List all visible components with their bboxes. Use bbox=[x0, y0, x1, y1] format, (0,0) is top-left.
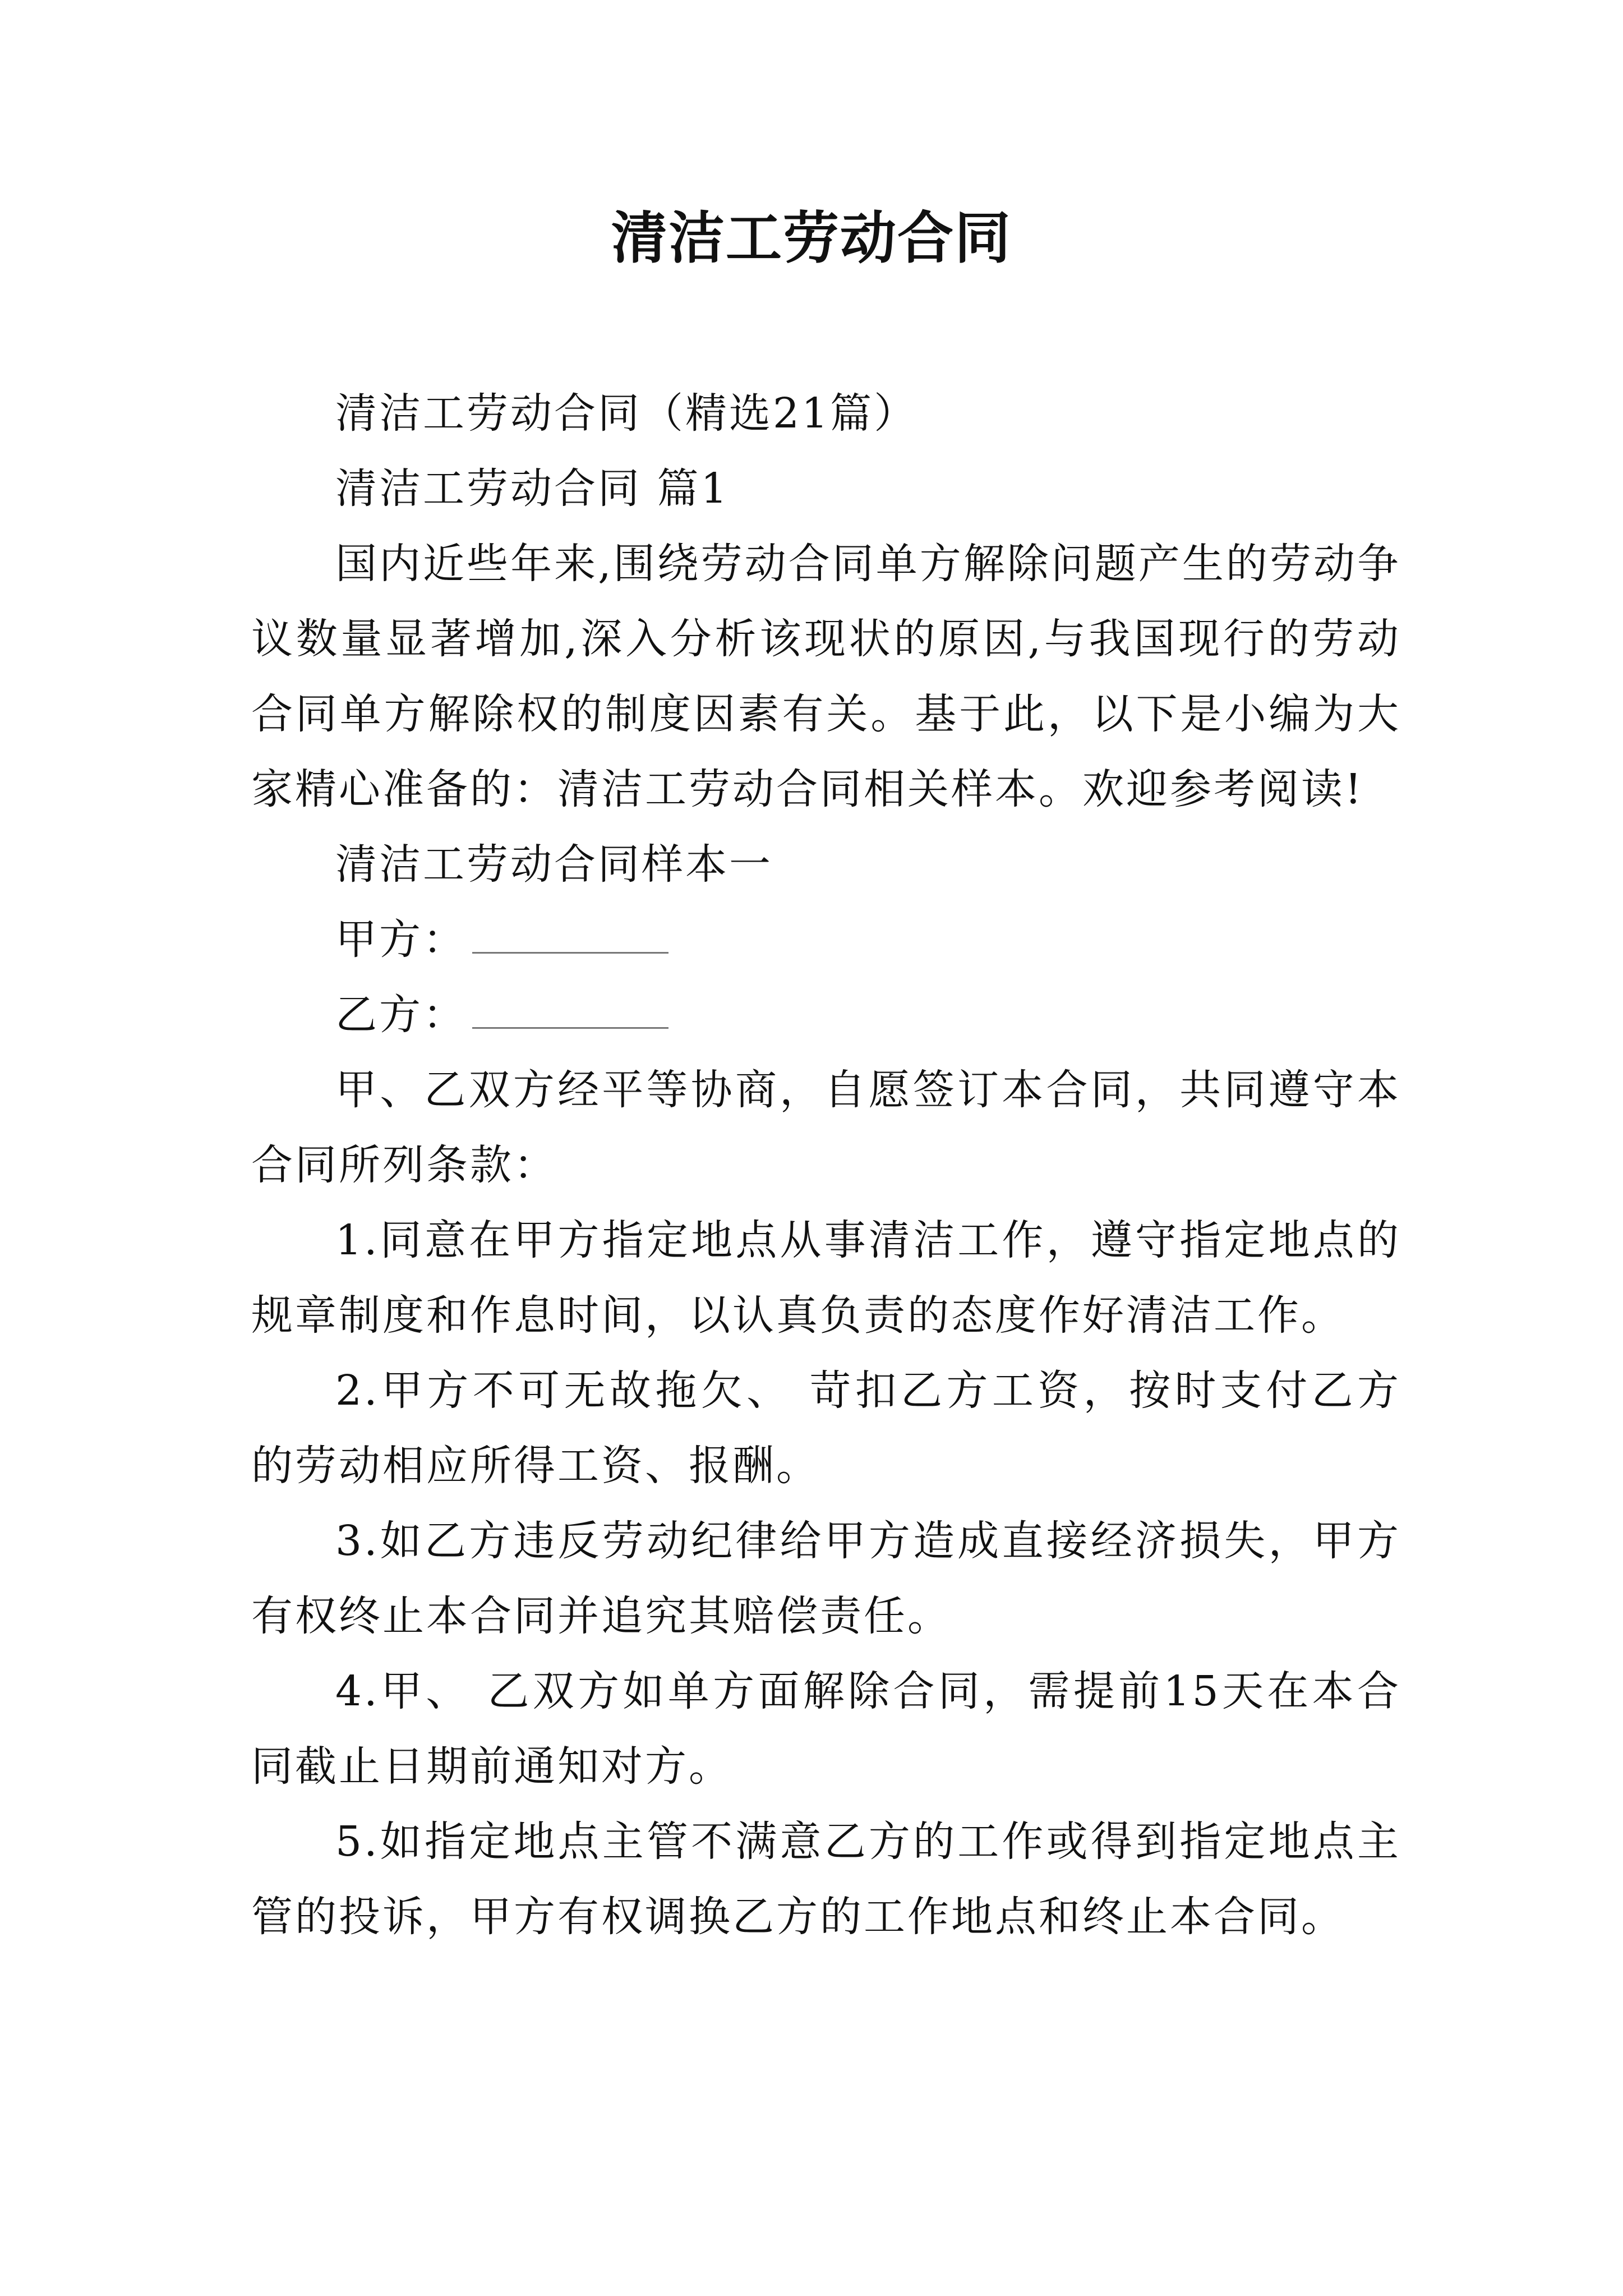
party-a-blank bbox=[472, 918, 668, 954]
intro-paragraph: 国内近些年来,围绕劳动合同单方解除问题产生的劳动争议数量显著增加,深入分析该现状的原因,与我国现行的劳动合同单方解除权的制度因素有关。基于此，以下是小编为大家精心准备的：清洁工劳动合同相关样本。欢迎参考阅读! bbox=[251, 540, 1401, 813]
subtitle: 清洁工劳动合同（精选21篇） bbox=[335, 389, 918, 438]
party-b-blank bbox=[472, 993, 668, 1029]
party-b-label: 乙方： bbox=[335, 991, 467, 1039]
party-a-line bbox=[251, 902, 1401, 977]
sample-heading: 清洁工劳动合同样本一 bbox=[335, 840, 773, 889]
document-title: 清洁工劳动合同 bbox=[611, 205, 1012, 271]
party-a-label: 甲方： bbox=[335, 915, 467, 964]
clause-4: 4.甲、 乙双方如单方面解除合同，需提前15天在本合同截止日期前通知对方。 bbox=[251, 1667, 1401, 1791]
clause-5: 5.如指定地点主管不满意乙方的工作或得到指定地点主管的投诉，甲方有权调换乙方的工作地点和终止本合同。 bbox=[251, 1818, 1401, 1941]
clause-3: 3.如乙方违反劳动纪律给甲方造成直接经济损失，甲方有权终止本合同并追究其赔偿责任。 bbox=[251, 1517, 1401, 1640]
preamble-paragraph: 甲、乙双方经平等协商，自愿签订本合同，共同遵守本合同所列条款： bbox=[251, 1066, 1401, 1189]
document-body bbox=[251, 376, 1401, 1954]
section-heading: 清洁工劳动合同 篇1 bbox=[335, 464, 730, 513]
party-b-line bbox=[251, 977, 1401, 1052]
clause-2: 2.甲方不可无故拖欠、 苛扣乙方工资，按时支付乙方的劳动相应所得工资、报酬。 bbox=[251, 1366, 1401, 1490]
clause-1: 1.同意在甲方指定地点从事清洁工作，遵守指定地点的规章制度和作息时间，以认真负责的态度作好清洁工作。 bbox=[251, 1216, 1401, 1340]
